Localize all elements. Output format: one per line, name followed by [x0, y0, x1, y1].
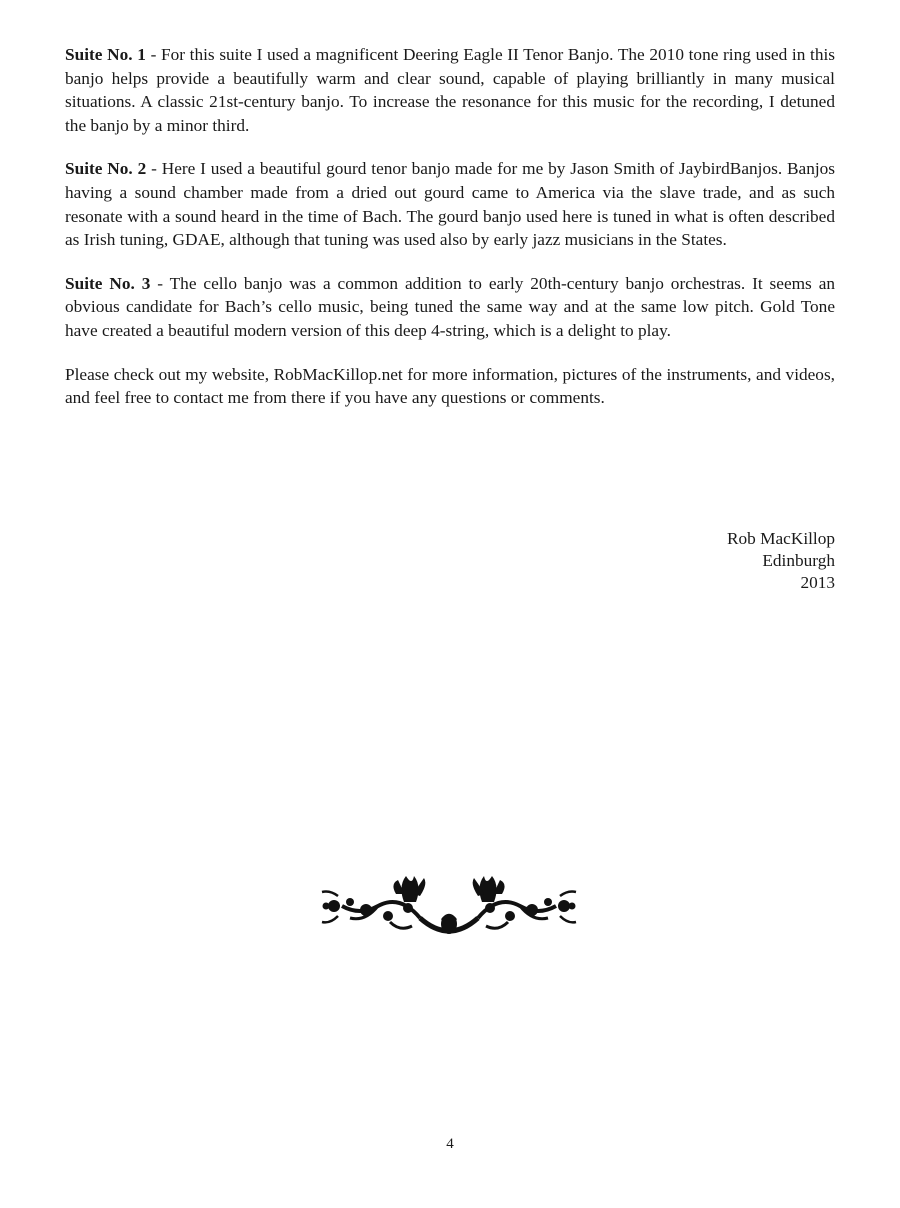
signature-block [727, 528, 835, 594]
signature-year: 2013 [800, 573, 835, 592]
paragraph-lead: Suite No. 3 [65, 273, 151, 293]
paragraph-lead: Suite No. 2 [65, 159, 147, 179]
paragraph-text: Please check out my website, RobMacKillop.net for more information, pictures of the instruments, and videos, and feel free to contact me from there if you have any questions or comments. [65, 364, 835, 408]
paragraph-text: - For this suite I used a magnificent Deering Eagle II Tenor Banjo. The 2010 tone ring used in this banjo helps provide a beautifully warm and clear sound, capable of playing brilliantly in many musical situations. A classic 21st-century banjo. To increase the resonance for this music for the recording, I detuned the banjo by a minor third. [65, 45, 836, 135]
paragraph-text: - The cello banjo was a common addition to early 20th-century banjo orchestras. It seems an obvious candidate for Bach’s cello music, being tuned the same way and at the same low pitch. Gold Tone have created a beautiful modern version of this deep 4-string, which is a delight to play. [65, 273, 836, 340]
paragraph-website [65, 363, 835, 410]
document-body [65, 43, 835, 430]
paragraph-suite-3 [65, 272, 835, 343]
signature-name: Rob MacKillop [727, 529, 835, 548]
paragraph-lead: Suite No. 1 [65, 45, 146, 64]
page-number: 4 [446, 1136, 454, 1152]
paragraph-text: - Here I used a beautiful gourd tenor banjo made for me by Jason Smith of JaybirdBanjos. Banjos having a sound chamber made from a dried out gourd came to America via the slave trade, and as such resonate with a sound heard in the time of Bach. The gourd banjo used here is tuned in what is often described as Irish tuning, GDAE, although that tuning was used also by early jazz musicians in the States. [65, 159, 835, 250]
paragraph-suite-2 [65, 157, 835, 251]
floral-vine-ornament-icon [320, 872, 578, 940]
paragraph-suite-1 [65, 43, 835, 137]
signature-place: Edinburgh [762, 551, 835, 570]
